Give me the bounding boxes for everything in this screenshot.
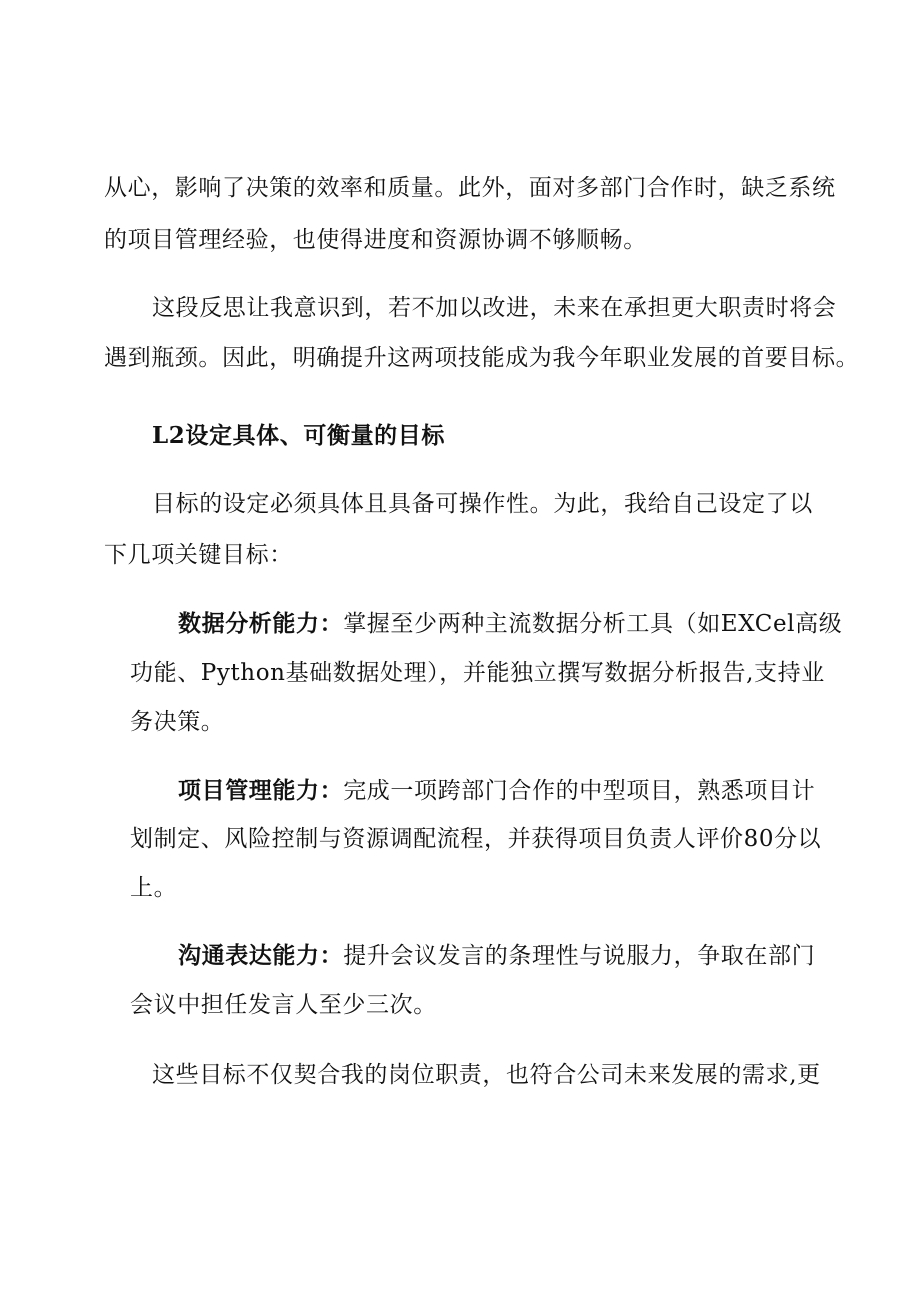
goal-data-analysis-text: 掌握至少两种主流数据分析工具（如EXCel高级 — [343, 611, 843, 637]
goal-project-management-text: 完成一项跨部门合作的中型项目，熟悉项目计 — [343, 778, 816, 804]
goal-communication-line-2: 会议中担任发言人至少三次。 — [130, 992, 437, 1018]
goal-communication-text: 提升会议发言的条理性与说服力，争取在部门 — [343, 943, 816, 969]
paragraph-2-line-2: 遇到瓶颈。因此，明确提升这两项技能成为我今年职业发展的首要目标。 — [104, 345, 860, 371]
paragraph-1-line-1: 从心，影响了决策的效率和质量。此外，面对多部门合作时，缺乏系统 — [104, 175, 836, 201]
paragraph-3-line-2: 下几项关键目标： — [104, 542, 293, 568]
goal-communication-line-1 — [178, 941, 815, 971]
goal-data-analysis-line-3: 务决策。 — [130, 709, 225, 735]
paragraph-1-line-2: 的项目管理经验，也使得进度和资源协调不够顺畅。 — [104, 227, 647, 253]
goal-data-analysis-label: 数据分析能力： — [178, 610, 344, 637]
paragraph-3-line-1: 目标的设定必须具体且具备可操作性。为此，我给自己设定了以 — [152, 491, 813, 517]
goal-communication-label: 沟通表达能力： — [178, 942, 344, 969]
paragraph-4-line-1: 这些目标不仅契合我的岗位职责，也符合公司未来发展的需求,更 — [152, 1062, 821, 1088]
section-heading: L2设定具体、可衡量的目标 — [152, 422, 445, 449]
goal-project-management-label: 项目管理能力： — [178, 777, 344, 804]
goal-project-management-line-1 — [178, 776, 815, 806]
goal-project-management-line-2: 划制定、风险控制与资源调配流程，并获得项目负责人评价80分以 — [130, 826, 822, 852]
goal-project-management-line-3: 上。 — [130, 875, 178, 901]
paragraph-2-line-1: 这段反思让我意识到，若不加以改进，未来在承担更大职责时将会 — [152, 295, 837, 321]
goal-data-analysis-line-2: 功能、Python基础数据处理），并能独立撰写数据分析报告,支持业 — [130, 660, 825, 686]
goal-data-analysis-line-1 — [178, 609, 842, 639]
